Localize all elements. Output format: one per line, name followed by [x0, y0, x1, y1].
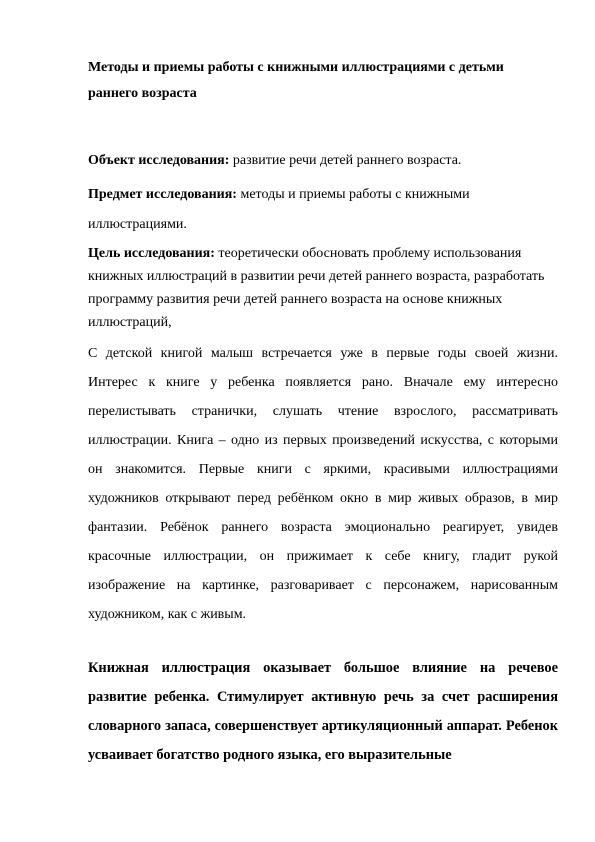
goal-label: Цель исследования:	[88, 246, 215, 261]
goal-paragraph	[88, 242, 548, 334]
goal-text: теоретически обосновать проблему использования книжных иллюстраций в развитии речи детей раннего возраста, разработать программу развития речи детей раннего возраста на основе книжных иллюстраций,	[88, 246, 545, 330]
subject-text: методы и приемы работы с книжными иллюстрациями.	[88, 187, 470, 232]
subject-paragraph	[88, 180, 528, 240]
body-paragraph-2: Книжная иллюстрация оказывает большое влияние на речевое развитие ребенка. Стимулирует активную речь за счет расширения словарного запаса, совершенствует артикуляционный аппарат. Ребенок усваивает богатство родного языка, его выразительные	[88, 660, 558, 763]
object-label: Объект исследования:	[88, 153, 230, 168]
subject-label: Предмет исследования:	[88, 187, 237, 202]
body-paragraph-1: С детской книгой малыш встречается уже в первые годы своей жизни. Интерес к книге у ребенка появляется рано. Вначале ему интересно перелистывать странички, слушать чтение взрослого, рассматривать иллюстрации. Книга – одно из первых произведений искусства, с которыми он знакомится. Первые книги с яркими, красивыми иллюстрациями художников открывают перед ребёнком окно в мир живых образов, в мир фантазии. Ребёнок раннего возраста эмоционально реагирует, увидев красочные иллюстрации, он прижимает к себе книгу, гладит рукой изображение на картинке, разговаривает с персонажем, нарисованным художником, как с живым.	[88, 346, 558, 622]
object-text: развитие речи детей раннего возраста.	[229, 153, 462, 168]
object-paragraph	[88, 149, 558, 173]
document-title: Методы и приемы работы с книжными иллюстрациями с детьми раннего возраста	[88, 60, 504, 101]
